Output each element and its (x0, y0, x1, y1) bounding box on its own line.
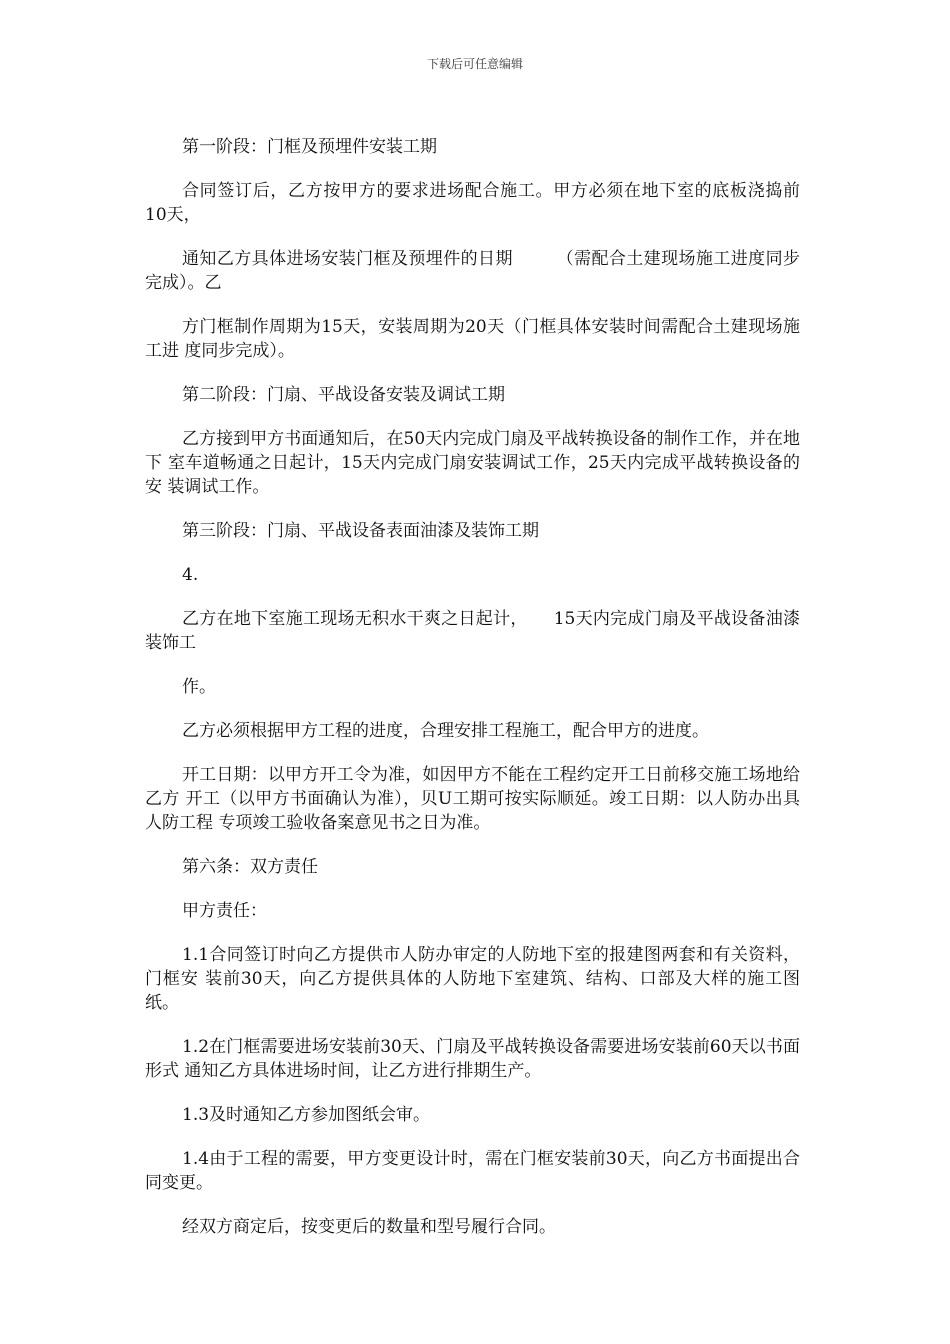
paragraph: 方门框制作周期为15天，安装周期为20天（门框具体安装时间需配合土建现场施工进 度同步完成）。 (145, 317, 800, 361)
page-header: 下载后可任意编辑 (426, 57, 523, 71)
list-number: 4. (182, 565, 199, 585)
paragraph: 乙方接到甲方书面通知后，在50天内完成门扇及平战转换设备的制作工作，并在地下 室车道畅通之日起计，15天内完成门扇安装调试工作，25天内完成平战转换设备的安 装调试工作。 (145, 429, 800, 497)
stage-3-heading: 第三阶段：门扇、平战设备表面油漆及装饰工期 (182, 521, 539, 541)
clause-1-1: 1.1合同签订时向乙方提供市人防办审定的人防地下室的报建图两套和有关资料，门框安 装前30天，向乙方提供具体的人防地下室建筑、结构、口部及大样的施工图纸。 (145, 945, 800, 1013)
stage-1-heading: 第一阶段：门框及预埋件安装工期 (182, 137, 437, 157)
paragraph: 作。 (182, 677, 216, 697)
paragraph: 开工日期：以甲方开工令为准，如因甲方不能在工程约定开工日前移交施工场地给乙方 开工（以甲方书面确认为准），贝U工期可按实际顺延。竣工日期：以人防办出具人防工程 专项竣工验收备案意见书之日为准。 (145, 765, 800, 833)
paragraph: 经双方商定后，按变更后的数量和型号履行合同。 (182, 1217, 556, 1237)
paragraph: 乙方在地下室施工现场无积水干爽之日起计， 15天内完成门扇及平战设备油漆装饰工 (145, 609, 800, 653)
party-a-responsibility-heading: 甲方责任： (182, 901, 267, 921)
clause-1-2: 1.2在门框需要进场安装前30天、门扇及平战转换设备需要进场安装前60天以书面形式 通知乙方具体进场时间，让乙方进行排期生产。 (145, 1037, 800, 1081)
document-body (145, 135, 851, 1259)
paragraph: 合同签订后，乙方按甲方的要求进场配合施工。甲方必须在地下室的底板浇捣前 10天， (145, 181, 851, 225)
clause-1-3: 1.3及时通知乙方参加图纸会审。 (182, 1105, 431, 1125)
stage-2-heading: 第二阶段：门扇、平战设备安装及调试工期 (182, 385, 505, 405)
clause-1-4: 1.4由于工程的需要，甲方变更设计时，需在门框安装前30天，向乙方书面提出合同变更。 (145, 1149, 800, 1193)
article-6-heading: 第六条：双方责任 (182, 857, 318, 877)
paragraph: 通知乙方具体进场安装门框及预埋件的日期 （需配合土建现场施工进度同步完成）。乙 (145, 249, 800, 293)
paragraph: 乙方必须根据甲方工程的进度，合理安排工程施工，配合甲方的进度。 (182, 721, 709, 741)
